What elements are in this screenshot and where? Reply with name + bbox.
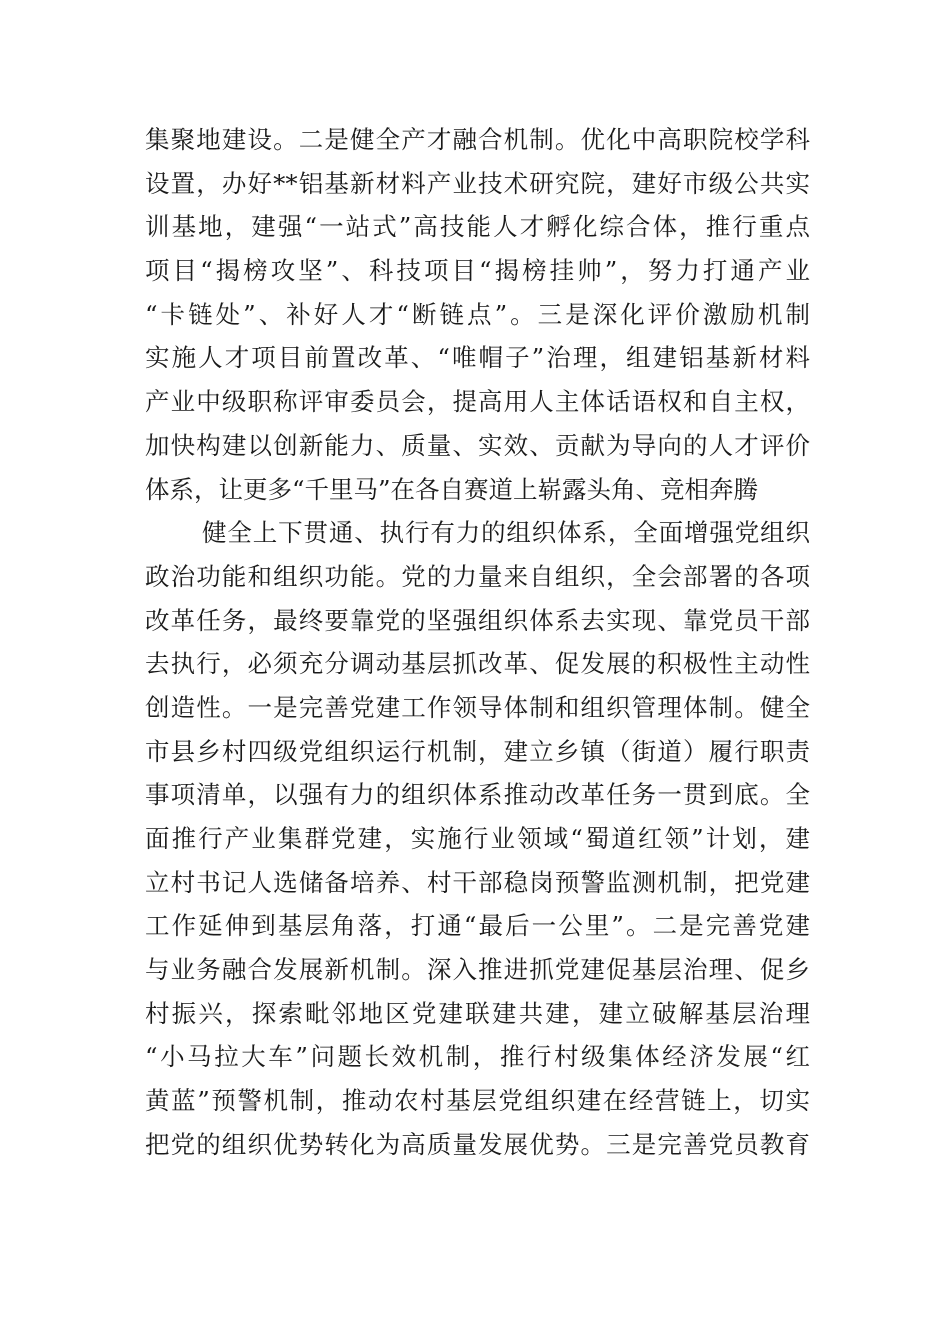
- text-line: 设置，办好**铝基新材料产业技术研究院，建好市级公共实: [145, 168, 810, 198]
- text-line: 与业务融合发展新机制。深入推进抓党建促基层治理、促乡: [145, 955, 810, 985]
- text-line: “小马拉大车”问题长效机制，推行村级集体经济发展“红: [145, 1042, 810, 1072]
- text-line: 把党的组织优势转化为高质量发展优势。三是完善党员教育: [145, 1129, 810, 1159]
- text-line: 改革任务，最终要靠党的坚强组织体系去实现、靠党员干部: [145, 605, 810, 635]
- text-line: 加快构建以创新能力、质量、实效、贡献为导向的人才评价: [145, 430, 810, 460]
- text-line: 事项清单，以强有力的组织体系推动改革任务一贯到底。全: [145, 780, 810, 810]
- text-line: 训基地，建强“一站式”高技能人才孵化综合体，推行重点: [145, 212, 810, 242]
- text-line: “卡链处”、补好人才“断链点”。三是深化评价激励机制: [145, 299, 810, 329]
- paragraph-organization-system: [145, 511, 810, 1166]
- text-line: 立村书记人选储备培养、村干部稳岗预警监测机制，把党建: [145, 867, 810, 897]
- paragraph-talent-mechanism: [145, 118, 810, 511]
- text-line: 项目“揭榜攻坚”、科技项目“揭榜挂帅”，努力打通产业: [145, 256, 810, 286]
- text-line: 村振兴，探索毗邻地区党建联建共建，建立破解基层治理: [145, 998, 810, 1028]
- text-line: 市县乡村四级党组织运行机制，建立乡镇（街道）履行职责: [145, 736, 810, 766]
- text-line: 创造性。一是完善党建工作领导体制和组织管理体制。健全: [145, 692, 810, 722]
- text-line: 政治功能和组织功能。党的力量来自组织，全会部署的各项: [145, 561, 810, 591]
- text-line: 集聚地建设。二是健全产才融合机制。优化中高职院校学科: [145, 125, 810, 154]
- text-line: 体系，让更多“千里马”在各自赛道上崭露头角、竞相奔腾: [145, 474, 759, 504]
- text-line: 健全上下贯通、执行有力的组织体系，全面增强党组织: [202, 518, 810, 548]
- text-line: 面推行产业集群党建，实施行业领域“蜀道红领”计划，建: [145, 824, 810, 853]
- text-line: 实施人才项目前置改革、“唯帽子”治理，组建铝基新材料: [145, 343, 810, 373]
- text-line: 黄蓝”预警机制，推动农村基层党组织建在经营链上，切实: [145, 1086, 810, 1116]
- text-line: 工作延伸到基层角落，打通“最后一公里”。二是完善党建: [145, 911, 810, 941]
- text-line: 产业中级职称评审委员会，提高用人主体话语权和自主权，: [145, 387, 810, 417]
- document-body: [145, 118, 810, 1167]
- text-line: 去执行，必须充分调动基层抓改革、促发展的积极性主动性: [145, 649, 810, 679]
